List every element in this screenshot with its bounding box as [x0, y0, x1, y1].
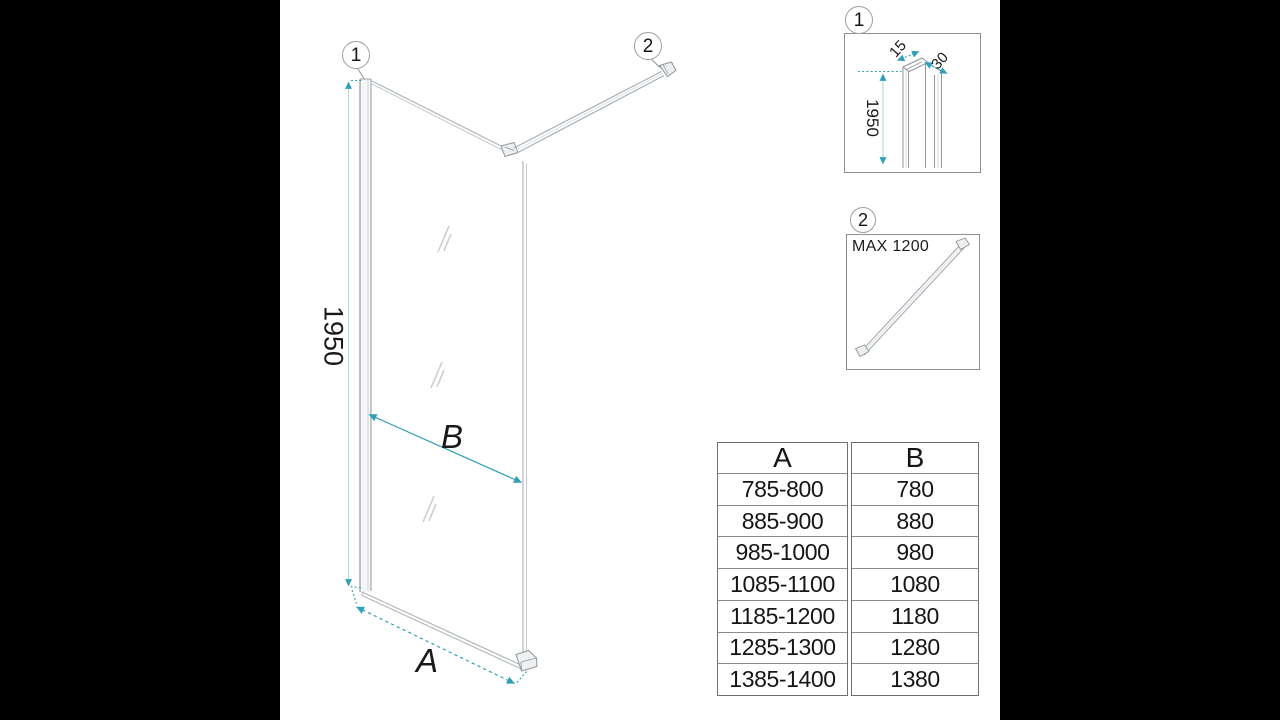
callout-leader-lines [357, 59, 661, 79]
callout-circle-detail-1 [845, 6, 873, 34]
install-width-label-a: A [415, 642, 439, 679]
glass-width-label-b: B [440, 418, 464, 455]
column-a-header: A [773, 442, 792, 473]
size-cell: 1380 [852, 663, 978, 695]
size-table-column-b [851, 442, 979, 696]
size-cell: 980 [852, 536, 978, 568]
size-cell: 1080 [852, 568, 978, 600]
diagram-canvas [280, 0, 1000, 720]
size-cell: 1185-1200 [718, 600, 847, 632]
size-cell: 780 [852, 473, 978, 505]
glass-panel-edges [362, 81, 527, 669]
wall-profile-bar [360, 79, 371, 592]
profile-width-label: 15 [886, 37, 910, 61]
size-cell: 1180 [852, 600, 978, 632]
size-cell: 880 [852, 505, 978, 537]
callout-circle-1-main [342, 41, 370, 69]
profile-depth-label: 30 [928, 49, 952, 73]
callout-2-number: 2 [642, 35, 654, 57]
callout-circle-2-main [634, 32, 662, 60]
glass-top-clamp [501, 143, 518, 157]
detail-2-number: 2 [857, 210, 868, 230]
column-b-header: B [905, 442, 925, 473]
size-cell: 785-800 [718, 473, 847, 505]
callout-circle-detail-2 [850, 207, 876, 233]
size-cell: 1385-1400 [718, 663, 847, 695]
support-bar [514, 72, 664, 154]
bar-wall-anchor [660, 62, 677, 77]
install-width-dimension-a [357, 607, 528, 684]
size-cell: 885-900 [718, 505, 847, 537]
size-cell: 1285-1300 [718, 632, 847, 664]
detail-1-number: 1 [853, 9, 865, 31]
glass-shine-marks [423, 226, 451, 522]
profile-height-label: 1950 [863, 99, 882, 137]
height-dimension-label: 1950 [318, 305, 349, 367]
size-cell: 1085-1100 [718, 568, 847, 600]
size-table-column-a [717, 442, 848, 696]
size-cell: 1280 [852, 632, 978, 664]
callout-1-number: 1 [350, 44, 362, 66]
max-length-label: MAX 1200 [852, 238, 930, 255]
size-cell: 985-1000 [718, 536, 847, 568]
